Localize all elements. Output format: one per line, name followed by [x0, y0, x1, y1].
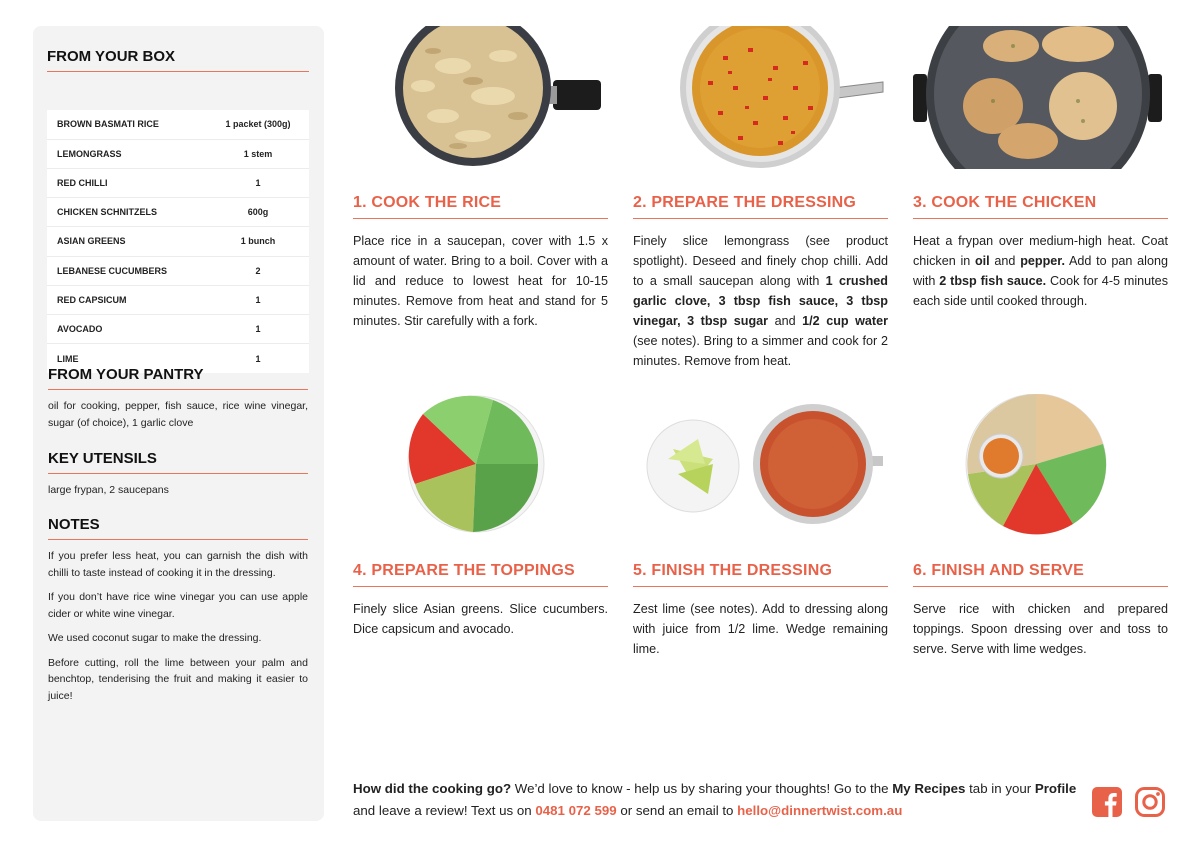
ingredient-name: RED CHILLI	[47, 168, 207, 197]
ingredient-qty: 2	[207, 256, 309, 285]
step-title: 4. PREPARE THE TOPPINGS	[353, 562, 608, 587]
ingredient-name: AVOCADO	[47, 315, 207, 344]
profile-link[interactable]: Profile	[1034, 781, 1077, 796]
step-text	[913, 599, 1168, 659]
step-5	[633, 394, 888, 659]
step-text-bold: pepper.	[1020, 254, 1065, 268]
step-text	[633, 231, 888, 371]
step-text-segment: and	[768, 314, 803, 328]
finished-dish-image	[913, 394, 1168, 537]
key-utensils-heading: KEY UTENSILS	[48, 450, 308, 474]
step-text-segment: Serve rice with chicken and prepared toppings. Spoon dressing over and toss to serve. Serve with lime wedges.	[913, 602, 1168, 656]
step-3	[913, 26, 1168, 311]
my-recipes-link[interactable]: My Recipes	[892, 781, 966, 796]
step-text-bold: 1/2 cup water	[802, 314, 889, 328]
table-row	[47, 256, 309, 285]
table-row	[47, 198, 309, 227]
table-row	[47, 139, 309, 168]
frypan-chicken-image	[913, 26, 1168, 169]
feedback-text: or send an email to	[616, 803, 738, 818]
ingredient-name: ASIAN GREENS	[47, 227, 207, 256]
feedback-text: We’d love to know - help us by sharing your thoughts! Go to the	[511, 781, 893, 796]
ingredient-name: LEMONGRASS	[47, 139, 207, 168]
ingredient-qty: 1 packet (300g)	[207, 110, 309, 139]
step-text	[353, 599, 608, 639]
from-your-pantry-heading: FROM YOUR PANTRY	[48, 366, 308, 390]
saucepan-dressing-image	[633, 26, 888, 169]
step-text-segment: Place rice in a saucepan, cover with 1.5 x amount of water. Bring to a boil. Cover with a lid and reduce to lowest heat for 10-15 minutes. Remove from heat and stand for 5 minutes. Stir carefully with a fork.	[353, 234, 608, 328]
step-text-segment: and	[989, 254, 1021, 268]
toppings-plate-image	[353, 394, 608, 537]
pot-of-rice-image	[353, 26, 608, 169]
step-text-segment: Finely slice lemongrass (see product spotlight). Deseed and finely chop chilli. Add to a small saucepan along with	[633, 234, 888, 288]
step-image	[913, 26, 1168, 169]
utensils-section	[48, 450, 308, 499]
step-text	[633, 599, 888, 659]
step-title: 5. FINISH THE DRESSING	[633, 562, 888, 587]
step-1	[353, 26, 608, 331]
facebook-icon[interactable]	[1091, 786, 1123, 818]
instagram-icon[interactable]	[1134, 786, 1166, 818]
ingredient-name: LEBANESE CUCUMBERS	[47, 256, 207, 285]
step-4	[353, 394, 608, 639]
step-text	[913, 231, 1168, 311]
feedback-text: and leave a review! Text us on	[353, 803, 536, 818]
step-image	[633, 26, 888, 169]
feedback-message	[353, 778, 1083, 822]
note-item: If you prefer less heat, you can garnish the dish with chilli to taste instead of cooking it in the dressing.	[48, 550, 308, 579]
pantry-section	[48, 366, 308, 431]
sidebar	[33, 26, 324, 821]
feedback-question: How did the cooking go?	[353, 781, 512, 796]
step-6	[913, 394, 1168, 659]
table-row	[47, 227, 309, 256]
note-item: If you don’t have rice wine vinegar you can use apple cider or white wine vinegar.	[48, 591, 308, 620]
pantry-text: oil for cooking, pepper, fish sauce, rice wine vinegar, sugar (of choice), 1 garlic clove	[48, 400, 308, 429]
step-title: 3. COOK THE CHICKEN	[913, 194, 1168, 219]
lime-and-dressing-image	[633, 394, 888, 537]
step-image	[353, 26, 608, 169]
step-text-segment: Cook for 4-5 minutes each side until cooked through.	[913, 274, 1168, 308]
ingredient-qty: 1 stem	[207, 139, 309, 168]
ingredient-name: CHICKEN SCHNITZELS	[47, 198, 207, 227]
step-text-bold: oil	[974, 254, 990, 268]
ingredient-qty: 1	[207, 315, 309, 344]
step-image	[633, 394, 888, 537]
ingredient-table	[47, 110, 309, 373]
step-text-segment: (see notes). Bring to a simmer and cook for 2 minutes. Remove from heat.	[633, 334, 888, 368]
step-text-segment: Finely slice Asian greens. Slice cucumbers. Dice capsicum and avocado.	[353, 602, 608, 636]
ingredient-qty: 1	[207, 168, 309, 197]
step-text-segment: Add to pan along with	[913, 254, 1168, 288]
step-text-segment: Zest lime (see notes). Add to dressing along with juice from 1/2 lime. Wedge remaining lime.	[633, 602, 888, 656]
ingredient-qty: 1	[255, 353, 261, 364]
from-your-box-heading: FROM YOUR BOX	[47, 48, 309, 72]
ingredient-name: RED CAPSICUM	[47, 285, 207, 314]
step-text-segment: Heat a frypan over medium-high heat. Coat chicken in	[913, 234, 1168, 268]
phone-number-link[interactable]: 0481 072 599	[535, 803, 617, 818]
ingredient-qty: 600g	[207, 198, 309, 227]
feedback-text: tab in your	[965, 781, 1035, 796]
notes-section	[48, 516, 308, 704]
table-row	[47, 285, 309, 314]
ingredient-name: LIME	[57, 353, 79, 364]
step-title: 1. COOK THE RICE	[353, 194, 608, 219]
ingredient-qty: 1	[207, 285, 309, 314]
step-image	[913, 394, 1168, 537]
ingredient-qty: 1 bunch	[207, 227, 309, 256]
step-text-bold: 1 crushed garlic clove, 3 tbsp fish sauce, 3 tbsp vinegar, 3 tbsp sugar	[633, 274, 888, 328]
notes-heading: NOTES	[48, 516, 308, 540]
table-row	[47, 315, 309, 344]
step-title: 6. FINISH AND SERVE	[913, 562, 1168, 587]
email-link[interactable]: hello@dinnertwist.com.au	[737, 803, 903, 818]
step-title: 2. PREPARE THE DRESSING	[633, 194, 888, 219]
note-item: Before cutting, roll the lime between your palm and benchtop, tenderising the fruit and making it easier to juice!	[48, 656, 308, 702]
step-image	[353, 394, 608, 537]
utensils-text: large frypan, 2 saucepans	[48, 484, 169, 496]
table-row	[47, 110, 309, 139]
step-2	[633, 26, 888, 371]
ingredient-name: BROWN BASMATI RICE	[47, 110, 207, 139]
step-text-bold: 2 tbsp fish sauce.	[939, 274, 1047, 288]
table-row	[47, 168, 309, 197]
note-item: We used coconut sugar to make the dressing.	[48, 632, 262, 644]
step-text	[353, 231, 608, 331]
